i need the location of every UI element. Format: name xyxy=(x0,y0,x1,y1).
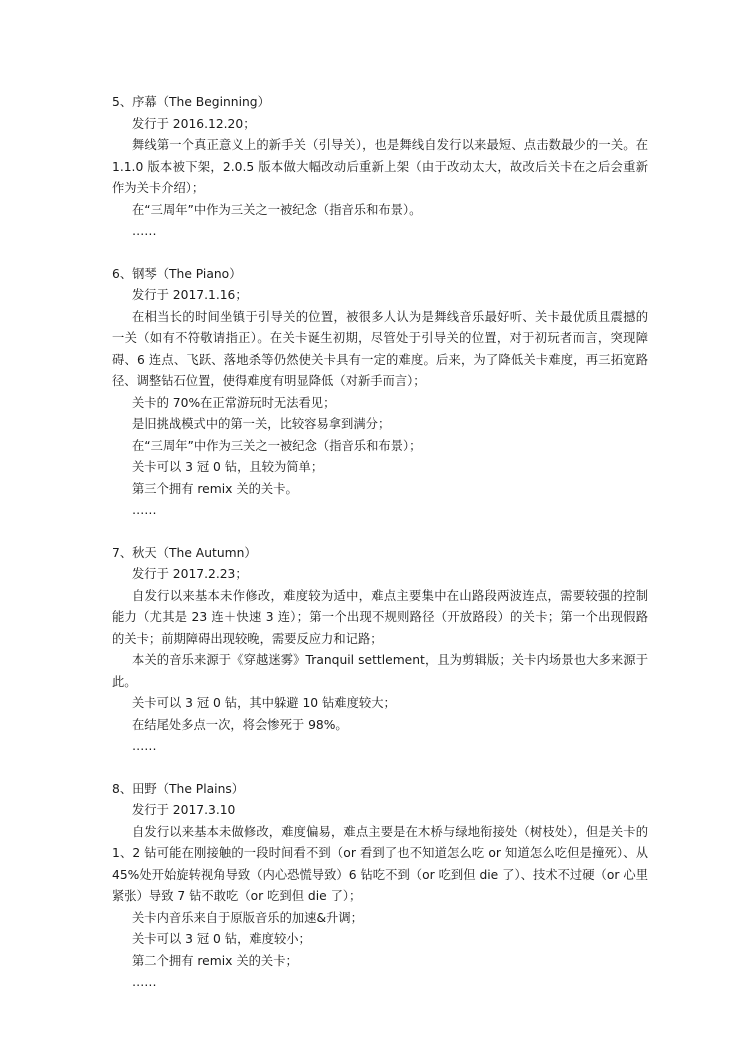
note: 是旧挑战模式中的第一关，比较容易拿到满分； xyxy=(132,417,391,431)
note: 在“三周年”中作为三关之一被纪念（指音乐和布景）。 xyxy=(132,202,422,217)
paragraph: 自发行以来基本未作修改，难度较为适中，难点主要集中在山路段两波连点，需要较强的控制能力（尤其是 23 连＋快速 3 连）；第一个出现不规则路径（开放路段）的关卡；第一个出现假路的关卡；前期障碍出现较晚，需要反应力和记路； xyxy=(112,588,648,646)
ellipsis: …… xyxy=(132,503,157,517)
release-date: 发行于 2017.3.10 xyxy=(132,803,236,817)
paragraph: 自发行以来基本未做修改，难度偏易，难点主要是在木桥与绿地衔接处（树枝处），但是关卡的 1、2 钻可能在刚接触的一段时间看不到（or 看到了也不知道怎么吃 or 知道怎么吃但是撞死）、从 45%处开始旋转视角导致（内心恐慌导致）6 钻吃不到（or 吃到但 die 了）、技术不过硬（or 心里紧张）导致 7 钻不敢吃（or 吃到但 die 了）； xyxy=(112,824,648,903)
section-title: 6、钢琴（The Piano） xyxy=(112,266,242,281)
section-title: 5、序幕（The Beginning） xyxy=(112,95,270,109)
note: 关卡可以 3 冠 0 钻，难度较小； xyxy=(132,932,311,946)
note: 在结尾处多点一次，将会惨死于 98%。 xyxy=(132,717,348,732)
document-page xyxy=(112,92,648,1015)
note: 关卡可以 3 冠 0 钻，其中躲避 10 钻难度较大； xyxy=(132,696,396,710)
note: 关卡的 70%在正常游玩时无法看见； xyxy=(132,395,336,410)
section-piano xyxy=(112,264,648,522)
ellipsis: …… xyxy=(132,739,157,753)
note: 关卡内音乐来自于原版音乐的加速&升调； xyxy=(132,910,363,925)
release-date: 发行于 2017.2.23； xyxy=(132,567,248,581)
note: 关卡可以 3 冠 0 钻，且较为简单； xyxy=(132,460,324,474)
paragraph: 在相当长的时间坐镇于引导关的位置，被很多人认为是舞线音乐最好听、关卡最优质且震撼的一关（如有不符敬请指正）。在关卡诞生初期，尽管处于引导关的位置，对于初玩者而言，突现障碍、6 连点、飞跃、落地杀等仍然使关卡具有一定的难度。后来，为了降低关卡难度，再三拓宽路径、调整钻石位置，使得难度有明显降低（对新手而言）； xyxy=(112,309,648,388)
note: 第二个拥有 remix 关的关卡； xyxy=(132,953,298,968)
paragraph: 本关的音乐来源于《穿越迷雾》Tranquil settlement，且为剪辑版；关卡内场景也大多来源于此。 xyxy=(112,653,648,689)
release-date: 发行于 2016.12.20； xyxy=(132,116,256,131)
ellipsis: …… xyxy=(132,224,157,238)
section-plains xyxy=(112,779,648,994)
section-autumn xyxy=(112,543,648,758)
note: 在“三周年”中作为三关之一被纪念（指音乐和布景）； xyxy=(132,438,422,453)
section-title: 8、田野（The Plains） xyxy=(112,781,245,796)
paragraph: 舞线第一个真正意义上的新手关（引导关），也是舞线自发行以来最短、点击数最少的一关。在 1.1.0 版本被下架，2.0.5 版本做大幅改动后重新上架（由于改动太大，故改后关卡在之后会重新作为关卡介绍）； xyxy=(112,138,648,195)
section-prologue xyxy=(112,92,648,243)
note: 第三个拥有 remix 关的关卡。 xyxy=(132,481,298,496)
section-title: 7、秋天（The Autumn） xyxy=(112,545,257,560)
release-date: 发行于 2017.1.16； xyxy=(132,288,248,302)
ellipsis: …… xyxy=(132,975,157,989)
